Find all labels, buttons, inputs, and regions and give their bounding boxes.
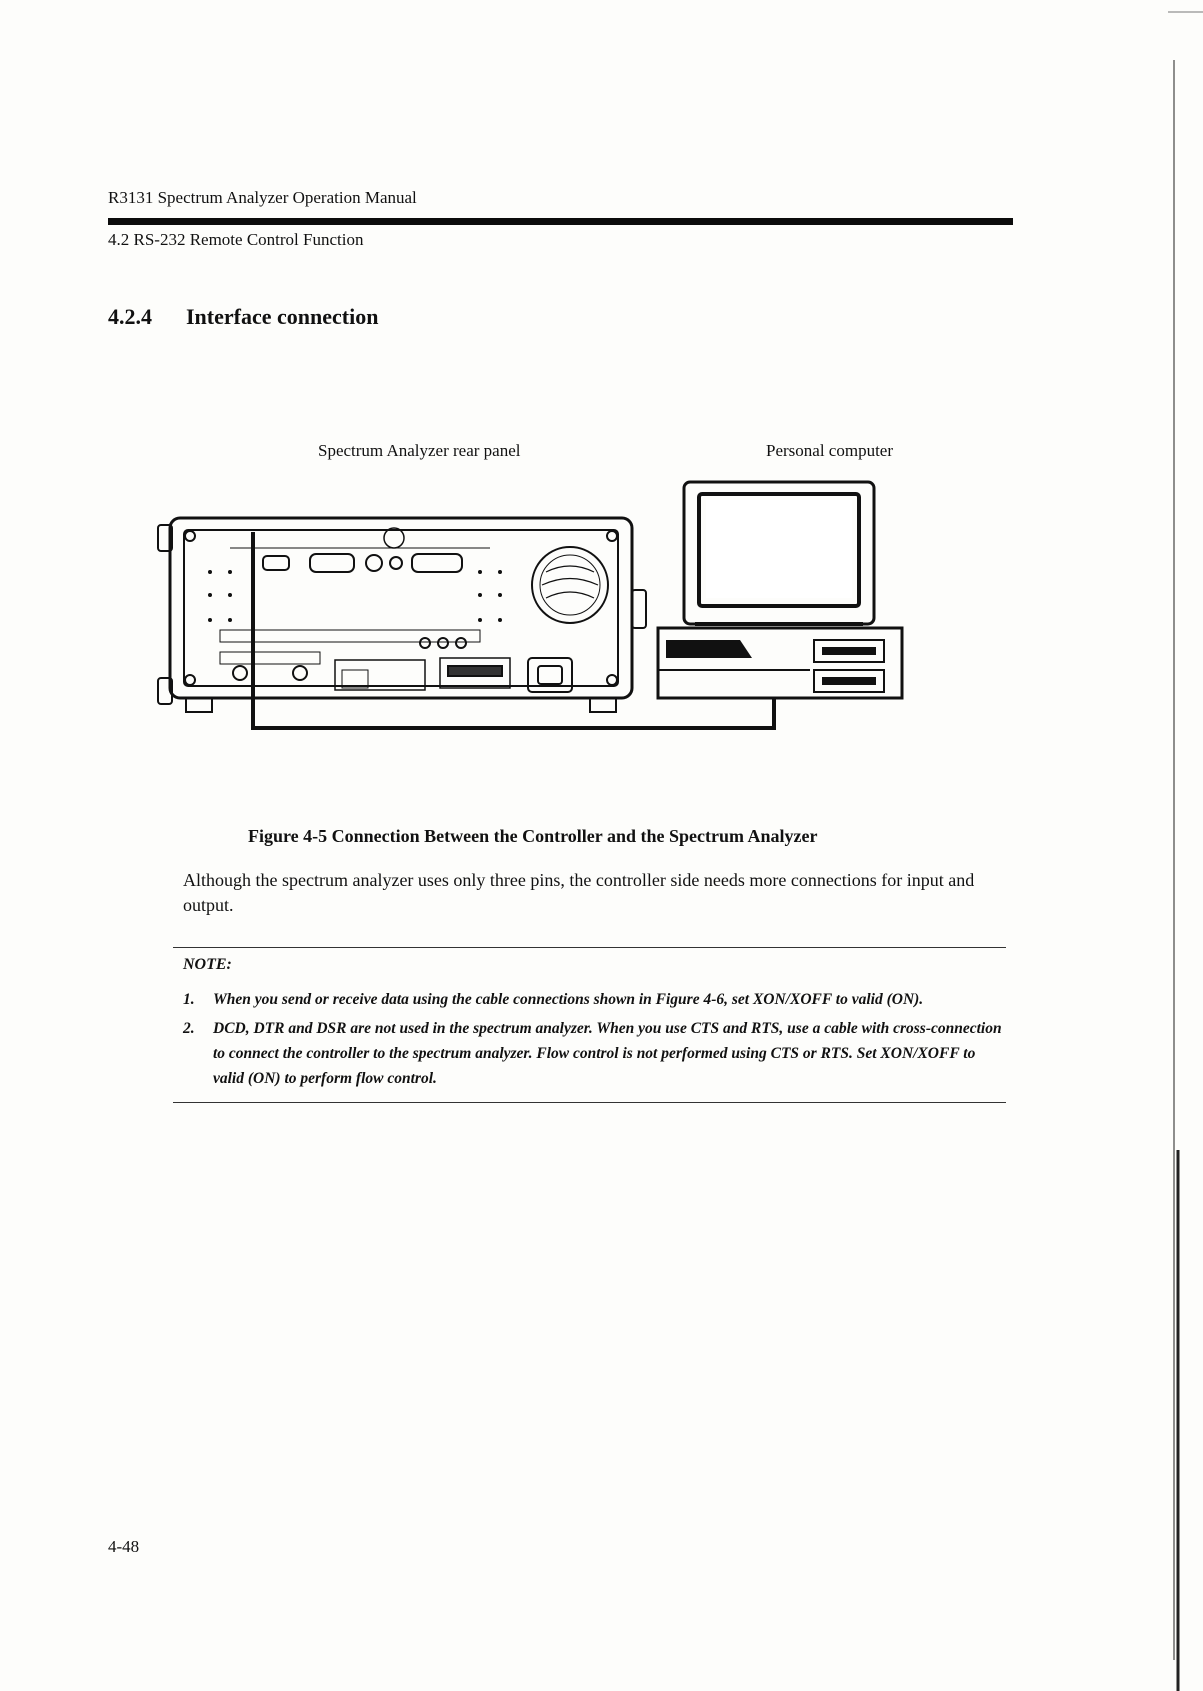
rs232-connector: [263, 556, 289, 570]
note-item-number: 2.: [183, 1020, 195, 1037]
note-rule-top: [173, 947, 1006, 948]
page-number: 4-48: [108, 1537, 140, 1556]
analyzer-label: Spectrum Analyzer rear panel: [318, 441, 521, 460]
scan-edge: [1168, 0, 1203, 1691]
figure-caption: Figure 4-5 Connection Between the Controller and the Spectrum Analyzer: [248, 826, 818, 846]
note-item-number: 1.: [183, 991, 195, 1008]
spectrum-analyzer-rear-panel: [158, 518, 646, 712]
header-rule: [108, 218, 1013, 225]
pc-label: Personal computer: [766, 441, 893, 460]
subsection-title: 4.2 RS-232 Remote Control Function: [108, 230, 364, 249]
personal-computer: [658, 482, 902, 698]
section-number: 4.2.4: [108, 304, 152, 329]
note-item: [183, 1016, 1008, 1091]
note-label: NOTE:: [183, 956, 232, 973]
section-heading: [108, 304, 378, 330]
body-paragraph: Although the spectrum analyzer uses only three pins, the controller side needs more connections for input and output.: [183, 870, 975, 915]
note-item-text: DCD, DTR and DSR are not used in the spectrum analyzer. When you use CTS and RTS, use a cable with cross-connection to connect the controller to the spectrum analyzer. Flow control is not performed using CTS or RTS. Set XON/XOFF to valid (ON) to perform flow control.: [213, 1020, 1002, 1087]
note-item: [183, 987, 1008, 1012]
note-item-text: When you send or receive data using the cable connections shown in Figure 4-6, set XON/XOFF to valid (ON).: [213, 991, 924, 1008]
section-title: Interface connection: [186, 304, 379, 329]
manual-title: R3131 Spectrum Analyzer Operation Manual: [108, 188, 417, 207]
connection-diagram: [150, 480, 980, 800]
note-rule-bottom: [173, 1102, 1006, 1103]
